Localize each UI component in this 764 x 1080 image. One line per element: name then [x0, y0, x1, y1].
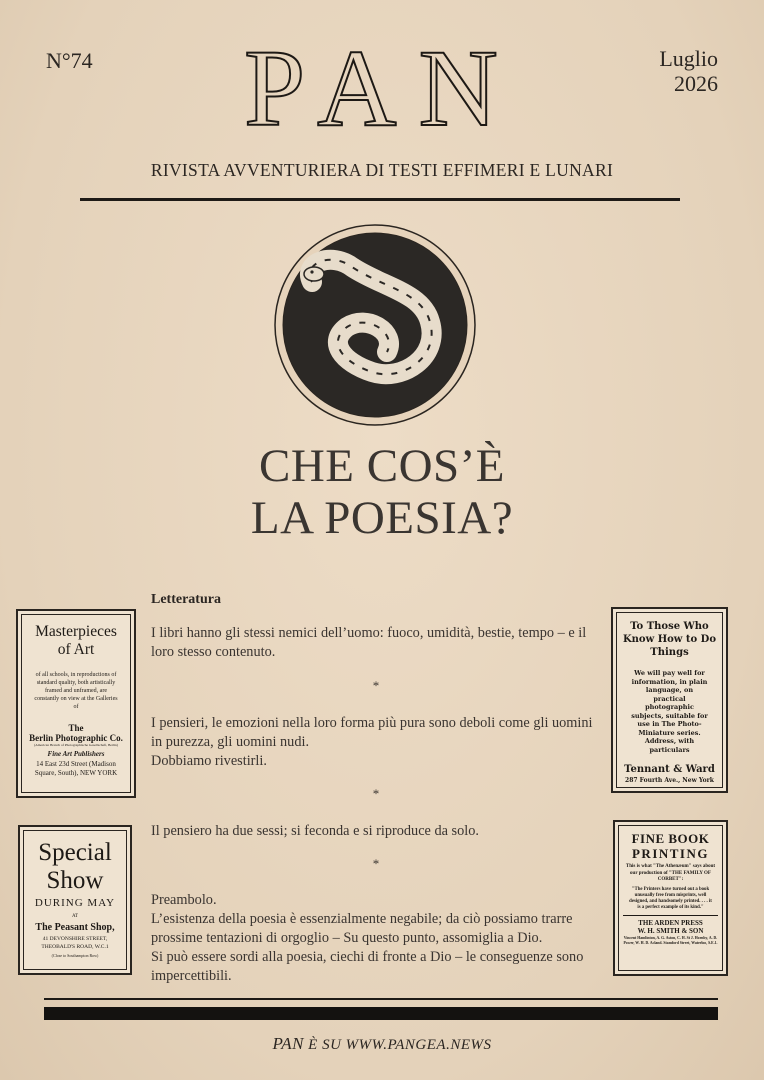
ad-text: The	[68, 723, 84, 733]
ad-title: of Art	[57, 641, 95, 658]
separator-star: *	[372, 786, 380, 801]
headline-line-1: CHE COS’È	[258, 440, 506, 492]
ad-company: Berlin Photographic Co.	[29, 733, 123, 743]
footer-brand: PAN	[272, 1034, 304, 1053]
ad-fine-book-printing	[613, 820, 728, 976]
headline-line-2: LA POESIA?	[250, 492, 514, 544]
paragraph-text: I pensieri, le emozioni nella loro forma più pura sono deboli come gli uomini in purezza, gli uomini nudi.	[151, 715, 593, 750]
ad-text: DURING MAY	[34, 897, 116, 909]
ad-body: We will pay well for information, in plain language, on practical photographic subjects, suitable for use in The Photo-Miniature series. Address, with particulars	[631, 669, 708, 754]
ad-company: W. H. SMITH & SON	[637, 926, 704, 935]
separator-star: *	[372, 856, 380, 871]
ad-text: (Close to Southampton Row)	[51, 953, 99, 958]
ad-text: THE ARDEN PRESS	[638, 918, 703, 927]
date-month: Luglio	[659, 46, 718, 71]
paragraph-text: L’esistenza della poesia è essenzialmente negabile; da ciò possiamo trarre prossime tentazioni di orgoglio – Su questo punto, assomiglia a Dio.	[151, 911, 573, 946]
article-paragraph-4	[151, 891, 601, 986]
paragraph-text: Preambolo.	[151, 892, 217, 908]
section-label: Letteratura	[151, 592, 221, 607]
headline	[0, 440, 764, 544]
footer-rule-thin	[44, 998, 718, 1000]
ad-quote: "The Printers have turned out a book unusually free from misprints, well designed, and handsomely printed. . . . it is a perfect example of its kind."	[629, 886, 712, 910]
ad-company: The Peasant Shop,	[35, 922, 115, 933]
masthead-title: PAN	[244, 27, 520, 149]
ad-address: 14 East 23d Street (Madison Square, South), NEW YORK	[34, 760, 118, 777]
paragraph-text: Il pensiero ha due sessi; si feconda e si riproduce da solo.	[151, 823, 479, 839]
ad-to-those-who-know	[611, 607, 728, 793]
paragraph-text: Si può essere sordi alla poesia, ciechi di fronte a Dio – le conseguenze sono impercettibili.	[151, 949, 584, 984]
ad-title: To Those Who Know How to Do Things	[622, 621, 717, 658]
ad-company: Tennant & Ward	[624, 764, 715, 775]
ad-title: PRINTING	[631, 846, 709, 861]
date-year: 2026	[674, 71, 718, 96]
footer-link[interactable]: È SU WWW.PANGEA.NEWS	[303, 1037, 492, 1053]
paragraph-text: Dobbiamo rivestirli.	[151, 753, 267, 769]
ad-body: of all schools, in reproductions of standard quality, both artistically framed and unframed, are constantly on view at the Galleries of	[34, 672, 118, 710]
ad-address: 41 DEVONSHIRE STREET, THEOBALD'S ROAD, W.C.1	[41, 936, 109, 950]
ad-text: AT	[71, 914, 79, 919]
ad-title: Masterpieces	[35, 623, 117, 640]
separator-star: *	[372, 678, 380, 693]
article-paragraph-3	[151, 822, 601, 841]
snake-emblem-icon	[272, 222, 478, 428]
ad-title: FINE BOOK	[631, 831, 710, 846]
article-paragraph-1	[151, 624, 601, 662]
ad-title: Special	[38, 839, 112, 866]
paragraph-text: I libri hanno gli stessi nemici dell’uomo: fuoco, umidità, bestie, tempo – e il loro stesso contenuto.	[151, 625, 587, 660]
ad-masterpieces-of-art	[16, 609, 136, 798]
ad-address: 287 Fourth Ave., New York	[625, 777, 714, 784]
ad-text: (American Branch of Photographische Gesellschaft, Berlin)	[34, 743, 118, 747]
ad-special-show	[18, 825, 132, 975]
footer-rule-thick	[44, 1007, 718, 1020]
ad-text: Fine Art Publishers	[47, 750, 105, 758]
ad-address: Vincent Hamlinton, A. G. Aston, C. H. St J. Hornby, A. D. Power, W. H. D. Acland. Stamford Street, Waterloo, S.E.1.	[623, 935, 718, 945]
header-rule	[80, 198, 680, 201]
issue-number: N°74	[46, 48, 93, 73]
ad-title: Show	[46, 867, 104, 894]
ad-body: This is what "The Athenæum" says about our production of "THE FAMILY OF CORBET":	[625, 864, 716, 882]
tagline: RIVISTA AVVENTURIERA DI TESTI EFFIMERI E LUNARI	[150, 160, 614, 180]
footer	[0, 1034, 764, 1054]
article-paragraph-2	[151, 714, 601, 771]
